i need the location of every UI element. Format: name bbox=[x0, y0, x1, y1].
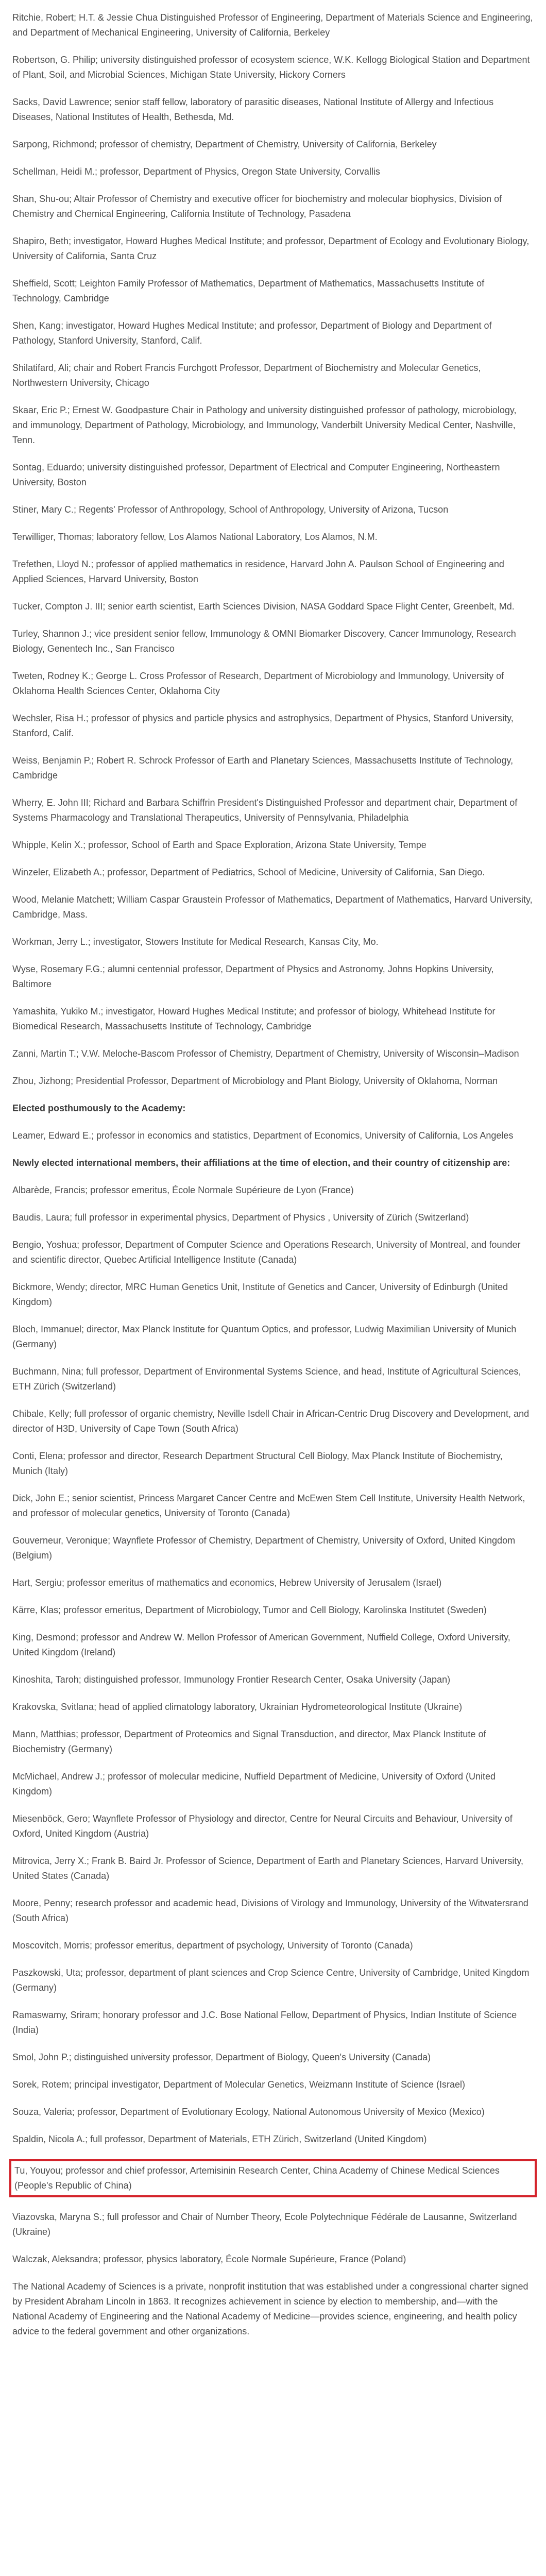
member-entry: Ramaswamy, Sriram; honorary professor and J.C. Bose National Fellow, Department of Physics, Indian Institute of Science (India) bbox=[12, 2010, 517, 2035]
member-entry: Sorek, Rotem; principal investigator, Department of Molecular Genetics, Weizmann Institute of Science (Israel) bbox=[12, 2079, 466, 2090]
member-entry: Shapiro, Beth; investigator, Howard Hughes Medical Institute; and professor, Department of Ecology and Evolutionary Biology, University of California, Santa Cruz bbox=[12, 236, 530, 261]
member-entry: Workman, Jerry L.; investigator, Stowers Institute for Medical Research, Kansas City, Mo. bbox=[12, 937, 379, 947]
member-entry: Wechsler, Risa H.; professor of physics and particle physics and astrophysics, Department of Physics, Stanford University, Stanford, Calif. bbox=[12, 713, 514, 738]
member-entry: Weiss, Benjamin P.; Robert R. Schrock Professor of Earth and Planetary Sciences, Massachusetts Institute of Technology, Cambridge bbox=[12, 755, 514, 781]
member-entry: Sontag, Eduardo; university distinguished professor, Department of Electrical and Computer Engineering, Northeastern University, Boston bbox=[12, 462, 500, 487]
member-list bbox=[12, 10, 534, 1089]
member-entry: Souza, Valeria; professor, Department of Evolutionary Ecology, National Autonomous University of Mexico (Mexico) bbox=[12, 2107, 485, 2117]
international-list bbox=[12, 1183, 534, 2147]
member-entry: Winzeler, Elizabeth A.; professor, Department of Pediatrics, School of Medicine, University of California, San Diego. bbox=[12, 867, 485, 877]
member-entry: Spaldin, Nicola A.; full professor, Department of Materials, ETH Zürich, Switzerland (United Kingdom) bbox=[12, 2134, 427, 2144]
member-entry: Moore, Penny; research professor and academic head, Divisions of Virology and Immunology, University of the Witwatersrand (South Africa) bbox=[12, 1898, 528, 1923]
member-entry: Wood, Melanie Matchett; William Caspar Graustein Professor of Mathematics, Department of Mathematics, Harvard University, Cambridge, Mass. bbox=[12, 894, 533, 920]
international-list-continued bbox=[12, 2210, 534, 2267]
member-entry: Bengio, Yoshua; professor, Department of Computer Science and Operations Research, University of Montreal, and founder and scientific director, Quebec Artificial Intelligence Institute (Canada) bbox=[12, 1240, 521, 1265]
member-entry: Sarpong, Richmond; professor of chemistry, Department of Chemistry, University of California, Berkeley bbox=[12, 139, 437, 149]
member-entry: Bloch, Immanuel; director, Max Planck Institute for Quantum Optics, and professor, Ludwig Maximilian University of Munich (Germany) bbox=[12, 1324, 517, 1349]
member-entry: Trefethen, Lloyd N.; professor of applied mathematics in residence, Harvard John A. Paulson School of Engineering and Applied Sciences, Harvard University, Boston bbox=[12, 559, 504, 584]
member-entry: Krakovska, Svitlana; head of applied climatology laboratory, Ukrainian Hydrometeorological Institute (Ukraine) bbox=[12, 1702, 463, 1712]
member-entry: Ritchie, Robert; H.T. & Jessie Chua Distinguished Professor of Engineering, Department of Materials Science and Engineering, and Department of Mechanical Engineering, University of California, Berkeley bbox=[12, 12, 533, 38]
member-entry: Viazovska, Maryna S.; full professor and Chair of Number Theory, Ecole Polytechnique Fédérale de Lausanne, Switzerland (Ukraine) bbox=[12, 2212, 517, 2237]
member-entry: Tucker, Compton J. III; senior earth scientist, Earth Sciences Division, NASA Goddard Space Flight Center, Greenbelt, Md. bbox=[12, 601, 515, 612]
member-entry: Chibale, Kelly; full professor of organic chemistry, Neville Isdell Chair in African-Centric Drug Discovery and Development, and director of H3D, University of Cape Town (South Africa) bbox=[12, 1409, 530, 1434]
member-entry: Terwilliger, Thomas; laboratory fellow, Los Alamos National Laboratory, Los Alamos, N.M. bbox=[12, 532, 378, 542]
member-entry: Gouverneur, Veronique; Waynflete Professor of Chemistry, Department of Chemistry, University of Oxford, United Kingdom (Belgium) bbox=[12, 1535, 516, 1561]
member-entry: Kinoshita, Taroh; distinguished professor, Immunology Frontier Research Center, Osaka University (Japan) bbox=[12, 1674, 451, 1685]
member-entry: Turley, Shannon J.; vice president senior fellow, Immunology & OMNI Biomarker Discovery, Cancer Immunology, Research Biology, Genentech Inc., San Francisco bbox=[12, 629, 516, 654]
international-heading: Newly elected international members, their affiliations at the time of election, and their country of citizenship are: bbox=[12, 1158, 510, 1168]
member-entry: Smol, John P.; distinguished university professor, Department of Biology, Queen's University (Canada) bbox=[12, 2052, 431, 2062]
member-entry: Conti, Elena; professor and director, Research Department Structural Cell Biology, Max Planck Institute of Biochemistry, Munich (Italy) bbox=[12, 1451, 503, 1476]
member-entry: Skaar, Eric P.; Ernest W. Goodpasture Chair in Pathology and university distinguished professor of pathology, microbiology, and immunology, Department of Pathology, Microbiology, and Immunology, Vanderbilt University Medical Center, Nashville, Tenn. bbox=[12, 405, 517, 445]
posthumous-heading: Elected posthumously to the Academy: bbox=[12, 1103, 186, 1113]
member-entry: Tweten, Rodney K.; George L. Cross Professor of Research, Department of Microbiology and Immunology, University of Oklahoma Health Sciences Center, Oklahoma City bbox=[12, 671, 504, 696]
member-entry: Miesenböck, Gero; Waynflete Professor of Physiology and director, Centre for Neural Circuits and Behaviour, University of Oxford, United Kingdom (Austria) bbox=[12, 1814, 513, 1839]
member-entry: Walczak, Aleksandra; professor, physics laboratory, École Normale Supérieure, France (Poland) bbox=[12, 2254, 406, 2264]
member-entry: Shen, Kang; investigator, Howard Hughes Medical Institute; and professor, Department of Biology and Department of Pathology, Stanford University, Stanford, Calif. bbox=[12, 320, 492, 346]
member-entry: Wherry, E. John III; Richard and Barbara Schiffrin President's Distinguished Professor and department chair, Department of Systems Pharmacology and Translational Therapeutics, University of Pennsylvania, Philadelphia bbox=[12, 798, 518, 823]
member-entry: Albarède, Francis; professor emeritus, École Normale Supérieure de Lyon (France) bbox=[12, 1185, 354, 1195]
member-entry: Mitrovica, Jerry X.; Frank B. Baird Jr. Professor of Science, Department of Earth and Planetary Sciences, Harvard University, United States (Canada) bbox=[12, 1856, 524, 1881]
member-entry: Leamer, Edward E.; professor in economics and statistics, Department of Economics, University of California, Los Angeles bbox=[12, 1130, 514, 1141]
member-entry: Robertson, G. Philip; university distinguished professor of ecosystem science, W.K. Kellogg Biological Station and Department of Plant, Soil, and Microbial Sciences, Michigan State University, Hickory Corners bbox=[12, 55, 530, 80]
member-entry: Shan, Shu-ou; Altair Professor of Chemistry and executive officer for biochemistry and molecular biophysics, Division of Chemistry and Chemical Engineering, California Institute of Technology, Pasadena bbox=[12, 194, 502, 219]
member-entry: Kärre, Klas; professor emeritus, Department of Microbiology, Tumor and Cell Biology, Karolinska Institutet (Sweden) bbox=[12, 1605, 487, 1615]
member-entry: Yamashita, Yukiko M.; investigator, Howard Hughes Medical Institute; and professor of biology, Whitehead Institute for Biomedical Research, Massachusetts Institute of Technology, Cambridge bbox=[12, 1006, 496, 1031]
member-entry: Wyse, Rosemary F.G.; alumni centennial professor, Department of Physics and Astronomy, Johns Hopkins University, Baltimore bbox=[12, 964, 494, 989]
member-entry: Shilatifard, Ali; chair and Robert Francis Furchgott Professor, Department of Biochemistry and Molecular Genetics, Northwestern University, Chicago bbox=[12, 363, 481, 388]
member-entry: Paszkowski, Uta; professor, department of plant sciences and Crop Science Centre, University of Cambridge, United Kingdom (Germany) bbox=[12, 1968, 530, 1993]
member-entry: McMichael, Andrew J.; professor of molecular medicine, Nuffield Department of Medicine, University of Oxford (United Kingdom) bbox=[12, 1771, 496, 1797]
member-entry: Mann, Matthias; professor, Department of Proteomics and Signal Transduction, and director, Max Planck Institute of Biochemistry (Germany) bbox=[12, 1729, 486, 1754]
member-entry: Baudis, Laura; full professor in experimental physics, Department of Physics , University of Zürich (Switzerland) bbox=[12, 1212, 469, 1223]
member-entry: Zhou, Jizhong; Presidential Professor, Department of Microbiology and Plant Biology, University of Oklahoma, Norman bbox=[12, 1076, 498, 1086]
posthumous-list bbox=[12, 1128, 534, 1143]
member-entry: Zanni, Martin T.; V.W. Meloche-Bascom Professor of Chemistry, Department of Chemistry, University of Wisconsin–Madison bbox=[12, 1048, 519, 1059]
member-entry: Dick, John E.; senior scientist, Princess Margaret Cancer Centre and McEwen Stem Cell Institute, University Health Network, and professor of molecular genetics, University of Toronto (Canada) bbox=[12, 1493, 525, 1518]
member-entry: Whipple, Kelin X.; professor, School of Earth and Space Exploration, Arizona State University, Tempe bbox=[12, 840, 426, 850]
member-entry: Sacks, David Lawrence; senior staff fellow, laboratory of parasitic diseases, National Institute of Allergy and Infectious Diseases, National Institutes of Health, Bethesda, Md. bbox=[12, 97, 494, 122]
highlighted-entry: Tu, Youyou; professor and chief professor, Artemisinin Research Center, China Academy of Chinese Medical Sciences (People's Republic of China) bbox=[9, 2159, 537, 2197]
member-entry: Bickmore, Wendy; director, MRC Human Genetics Unit, Institute of Genetics and Cancer, University of Edinburgh (United Kingdom) bbox=[12, 1282, 508, 1307]
member-entry: Buchmann, Nina; full professor, Department of Environmental Systems Science, and head, Institute of Agricultural Sciences, ETH Zürich (Switzerland) bbox=[12, 1366, 521, 1392]
member-entry: Hart, Sergiu; professor emeritus of mathematics and economics, Hebrew University of Jerusalem (Israel) bbox=[12, 1578, 442, 1588]
member-entry: Moscovitch, Morris; professor emeritus, department of psychology, University of Toronto (Canada) bbox=[12, 1940, 413, 1951]
member-entry: Stiner, Mary C.; Regents' Professor of Anthropology, School of Anthropology, University of Arizona, Tucson bbox=[12, 504, 449, 515]
member-entry: Schellman, Heidi M.; professor, Department of Physics, Oregon State University, Corvallis bbox=[12, 166, 380, 177]
member-entry: King, Desmond; professor and Andrew W. Mellon Professor of American Government, Nuffield College, Oxford University, United Kingdom (Ireland) bbox=[12, 1632, 510, 1657]
about-nas-paragraph: The National Academy of Sciences is a private, nonprofit institution that was established under a congressional charter signed by President Abraham Lincoln in 1863. It recognizes achievement in science by election to membership, and—with the National Academy of Engineering and the National Academy of Medicine—provides science, engineering, and health policy advice to the federal government and other organizations. bbox=[12, 2281, 528, 2336]
member-entry: Sheffield, Scott; Leighton Family Professor of Mathematics, Department of Mathematics, Massachusetts Institute of Technology, Cambridge bbox=[12, 278, 485, 303]
